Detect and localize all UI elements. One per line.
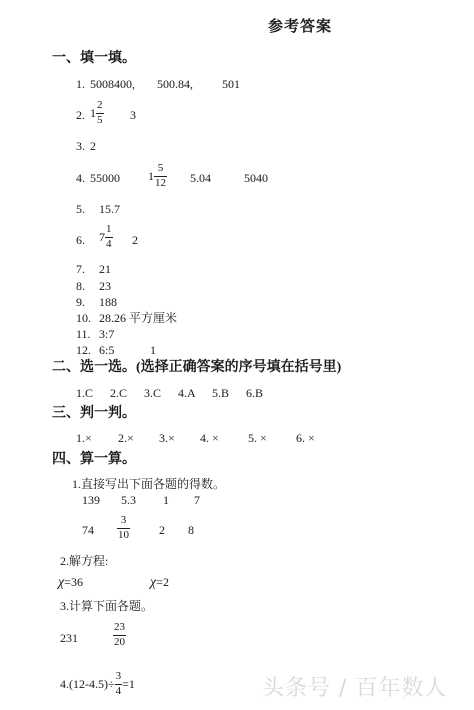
denominator: 4	[106, 237, 112, 250]
result-value: 1	[163, 493, 169, 507]
mixed-number	[90, 100, 104, 126]
part-3-label: 3.计算下面各题。	[60, 599, 154, 613]
section-1-heading: 一、填一填。	[52, 51, 136, 66]
result-value: 2	[159, 523, 165, 537]
page-title: 参考答案	[268, 19, 333, 35]
answer-value: 55000	[90, 171, 120, 185]
q-number: 8.	[76, 279, 85, 293]
q-number: 3.	[76, 139, 85, 153]
answer-value: 3:7	[99, 327, 115, 341]
variable-chi: χ	[58, 575, 65, 590]
fraction	[115, 671, 123, 697]
numerator: 3	[120, 514, 127, 526]
result-value: 5.3	[121, 493, 136, 507]
q-number: 6.	[76, 233, 85, 247]
equation-rhs: =36	[64, 575, 83, 589]
expression-prefix: 4.(12-4.5)÷	[60, 677, 115, 692]
q-number: 2.	[76, 108, 85, 122]
answer-value: 2	[90, 139, 96, 153]
q-number: 4.	[76, 171, 85, 185]
result-value: 7	[194, 493, 200, 507]
judge-answer: 2.×	[118, 431, 134, 445]
watermark: 头条号 / 百年数人	[262, 676, 448, 701]
numerator: 1	[106, 223, 112, 235]
denominator: 5	[97, 113, 103, 126]
answer-value: 3	[130, 108, 136, 122]
equation-rhs: =2	[156, 575, 169, 589]
choice-answer: 2.C	[110, 386, 128, 400]
numerator: 2	[97, 99, 103, 111]
result-value: 139	[82, 493, 100, 507]
result-value: 231	[60, 631, 78, 645]
section-4-heading: 四、算一算。	[52, 452, 136, 467]
q-number: 9.	[76, 295, 85, 309]
mixed-number	[148, 163, 167, 189]
answer-value: 2	[132, 233, 138, 247]
numerator: 3	[115, 670, 122, 682]
answer-value: 21	[99, 262, 111, 276]
answer-value: 23	[99, 279, 111, 293]
choice-answer: 5.B	[212, 386, 230, 400]
mixed-whole: 1	[148, 169, 154, 184]
answer-value: 6:5	[99, 343, 115, 357]
section-3-heading: 三、判一判。	[52, 406, 136, 421]
denominator: 4	[115, 684, 122, 697]
answer-value: 15.7	[99, 202, 120, 216]
result-value: 8	[188, 523, 194, 537]
section-2-heading: 二、选一选。(选择正确答案的序号填在括号里)	[52, 360, 342, 375]
choice-answer: 1.C	[76, 386, 94, 400]
fraction	[105, 224, 113, 250]
choice-answer: 6.B	[246, 386, 264, 400]
equation-2	[150, 574, 169, 590]
fraction	[154, 163, 167, 189]
q-number: 5.	[76, 202, 85, 216]
choice-answer: 3.C	[144, 386, 162, 400]
denominator: 12	[155, 176, 166, 189]
fraction	[117, 515, 130, 541]
numerator: 5	[157, 162, 164, 174]
fraction	[96, 100, 104, 126]
fraction	[113, 622, 126, 648]
answer-value: 5008400,	[90, 77, 135, 91]
answer-value: 28.26 平方厘米	[99, 311, 178, 325]
q-number: 10.	[76, 311, 91, 325]
judge-answer: 4. ×	[200, 431, 219, 445]
q-number: 11.	[76, 327, 91, 341]
variable-chi: χ	[150, 575, 157, 590]
result-value: 74	[82, 523, 94, 537]
answer-value: 5040	[244, 171, 268, 185]
judge-answer: 3.×	[159, 431, 175, 445]
mixed-number	[99, 224, 113, 250]
mixed-whole: 1	[90, 106, 96, 121]
q-number: 12.	[76, 343, 91, 357]
q-number: 7.	[76, 262, 85, 276]
judge-answer: 1.×	[76, 431, 92, 445]
answer-value: 188	[99, 295, 117, 309]
expression-suffix: =1	[122, 677, 135, 692]
part-4-expression	[60, 671, 135, 697]
mixed-whole: 7	[99, 230, 105, 245]
equation-1	[58, 574, 83, 590]
answer-value: 5.04	[190, 171, 211, 185]
denominator: 10	[118, 528, 129, 541]
judge-answer: 6. ×	[296, 431, 315, 445]
answer-value: 501	[222, 77, 240, 91]
answer-value: 1	[150, 343, 156, 357]
part-1-label: 1.直接写出下面各题的得数。	[72, 477, 226, 491]
numerator: 23	[114, 621, 125, 633]
judge-answer: 5. ×	[248, 431, 267, 445]
part-2-label: 2.解方程:	[60, 554, 109, 568]
denominator: 20	[114, 635, 125, 648]
answer-value: 500.84,	[157, 77, 193, 91]
choice-answer: 4.A	[178, 386, 196, 400]
q-number: 1.	[76, 77, 85, 91]
